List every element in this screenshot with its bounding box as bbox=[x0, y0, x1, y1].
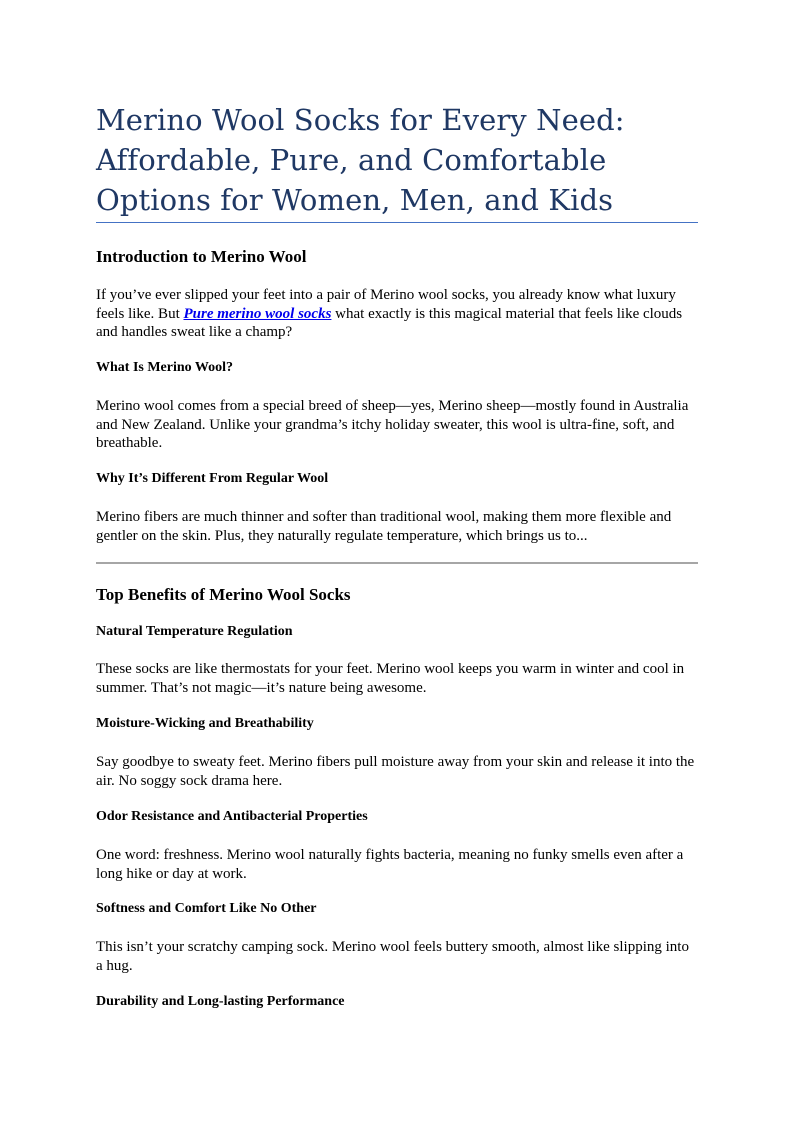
intro-heading: Introduction to Merino Wool bbox=[96, 247, 307, 266]
benefit-text: One word: freshness. Merino wool naturally fights bacteria, meaning no funky smells even after a long hike or day at work. bbox=[96, 847, 684, 882]
title-underline bbox=[96, 222, 698, 223]
benefit-heading: Moisture-Wicking and Breathability bbox=[96, 716, 314, 731]
benefit-heading: Durability and Long-lasting Performance bbox=[96, 994, 345, 1009]
intro-text-after-link: what exactly is this magical material that feels like clouds and handles sweat like a champ? bbox=[96, 305, 683, 340]
benefit-text: These socks are like thermostats for your feet. Merino wool keeps you warm in winter and cool in summer. That’s not magic—it’s nature being awesome. bbox=[96, 661, 685, 696]
benefits-heading: Top Benefits of Merino Wool Socks bbox=[96, 585, 351, 604]
section-divider bbox=[96, 562, 698, 564]
what-is-merino-heading: What Is Merino Wool? bbox=[96, 360, 234, 375]
what-is-merino-text: Merino wool comes from a special breed of sheep—yes, Merino sheep—mostly found in Australia and New Zealand. Unlike your grandma’s itchy holiday sweater, this wool is ultra-fine, soft, and breathable. bbox=[96, 398, 689, 451]
pure-merino-wool-socks-link[interactable]: Pure merino wool socks bbox=[183, 305, 332, 322]
intro-text-before-link: If you’ve ever slipped your feet into a pair of Merino wool socks, you already know what luxury feels like. But bbox=[96, 287, 676, 322]
why-different-text: Merino fibers are much thinner and softer than traditional wool, making them more flexible and gentler on the skin. Plus, they naturally regulate temperature, which brings us to... bbox=[96, 509, 672, 544]
benefit-heading: Natural Temperature Regulation bbox=[96, 624, 293, 639]
why-different-heading: Why It’s Different From Regular Wool bbox=[96, 471, 329, 486]
benefit-text: This isn’t your scratchy camping sock. Merino wool feels buttery smooth, almost like slipping into a hug. bbox=[96, 939, 689, 974]
benefit-heading: Odor Resistance and Antibacterial Properties bbox=[96, 809, 368, 824]
intro-paragraph bbox=[96, 286, 698, 342]
benefit-heading: Softness and Comfort Like No Other bbox=[96, 901, 317, 916]
document-title: Merino Wool Socks for Every Need: Affordable, Pure, and Comfortable Options for Women, Men, and Kids bbox=[96, 103, 625, 217]
benefit-text: Say goodbye to sweaty feet. Merino fibers pull moisture away from your skin and release it into the air. No soggy sock drama here. bbox=[96, 754, 695, 789]
